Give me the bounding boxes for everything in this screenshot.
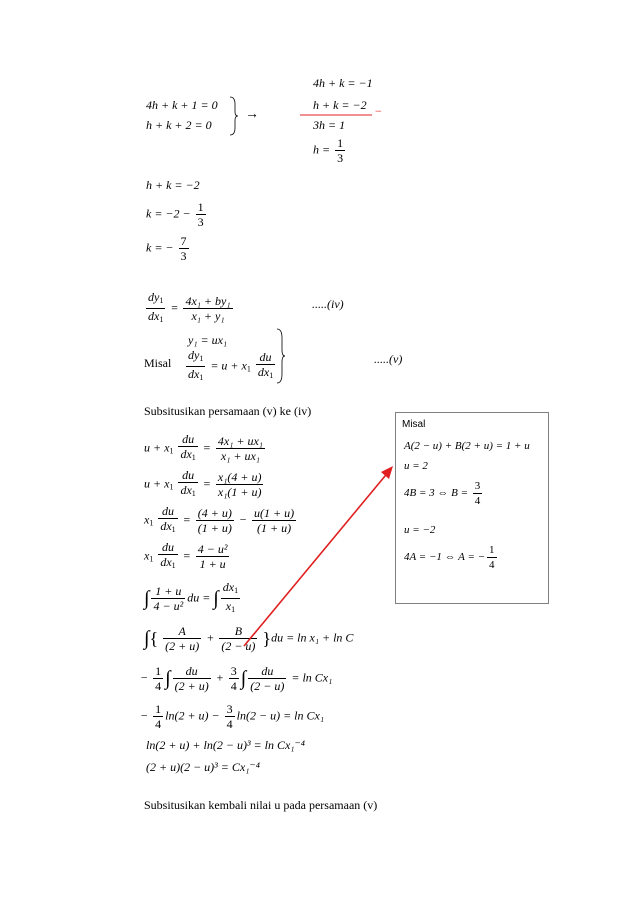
deriv-line-3: $x_1$ $\frac{du}{dx_1}$ = $\frac{(4 + u)}{(1 + u)}$ − $\frac{u(1 + u)}{(1 + u)}$ — [144, 504, 295, 535]
subst-text-2: Subsitusikan kembali nilai u pada persamaan (v) — [144, 798, 378, 812]
subst-text-1: Subsitusikan persamaan (v) ke (iv) — [144, 404, 312, 418]
misal-label: Misal — [144, 356, 172, 370]
eq-3h: 3h = 1 — [313, 118, 346, 132]
h-fraction: $\frac{1}{3}$ — [337, 136, 344, 165]
k1-fraction: $\frac{1}{3}$ — [197, 200, 204, 229]
h-lhs: h = — [313, 142, 334, 157]
eq-4hk1: 4h + k + 1 = 0 — [146, 98, 218, 112]
eq-4hk-neg1: 4h + k = −1 — [313, 76, 373, 90]
deriv-line-7: − $\frac{1}{4}$ ∫ $\frac{du}{(2 + u)}$ + $\frac{3}{4}$ ∫ $\frac{du}{(2 - u)}$ = ln Cx₁ — [140, 664, 333, 693]
subtract-line — [300, 114, 372, 117]
right-brace-2 — [276, 328, 286, 384]
eq-hk-neg2: h + k = −2 — [313, 98, 367, 112]
eq-iv-rhs: $\frac{\text{4x₁ + by₁}}{\text{x₁ + y₁}}$ — [185, 294, 231, 323]
eq-hk2: h + k + 2 = 0 — [146, 118, 212, 132]
deriv-line-1: $u + x_1$ $\frac{du}{dx_1}$ = $\frac{\text{4x₁ + ux₁}}{\text{x₁ + ux₁}}$ — [144, 432, 263, 463]
eq-k2: k = − $\frac{7}{3}$ — [146, 234, 187, 263]
misal-box-line-4: u = −2 — [404, 524, 436, 536]
deriv-line-8: − $\frac{1}{4}$ ln(2 + u) − $\frac{3}{4}$ ln(2 − u) = ln Cx₁ — [140, 702, 324, 731]
eq-hk-neg2-b: h + k = −2 — [146, 178, 200, 192]
deriv-line-9: ln(2 + u) + ln(2 − u)³ = ln Cx₁⁻⁴ — [146, 738, 305, 752]
tag-v: .....(v) — [374, 352, 403, 366]
deriv-line-5: ∫ $\frac{1 + u}{\text{4 − u²}}$ du = ∫ $\frac{dx_1}{x_1}$ — [144, 580, 239, 614]
misal-box-line-3: 4B = 3 ⇔ B = $\frac{3}{4}$ — [404, 480, 481, 507]
misal-box — [395, 412, 549, 604]
misal-y1: y₁ = ux₁ — [188, 333, 228, 347]
deriv-line-2: $u + x_1$ $\frac{du}{dx_1}$ = $\frac{\text{x₁(4 + u)}}{\text{x₁(1 + u)}}$ — [144, 468, 262, 499]
eq-iv: $\frac{dy_1}{dx_1}$ = $\frac{\text{4x₁ + by₁}}{\text{x₁ + y₁}}$ — [148, 290, 231, 324]
misal-box-line-1: A(2 − u) + B(2 + u) = 1 + u — [404, 440, 530, 452]
misal-dydx: $\frac{dy_1}{dx_1}$ = $u + x_1$ $\frac{du}{dx_1}$ — [188, 348, 274, 382]
eq-k1: k = −2 − $\frac{1}{3}$ — [146, 200, 204, 229]
subtract-sign: − — [375, 104, 382, 118]
misal-box-line-2: u = 2 — [404, 460, 428, 472]
arrow-right-icon: → — [245, 107, 259, 122]
deriv-line-10: (2 + u)(2 − u)³ = Cx₁⁻⁴ — [146, 760, 260, 774]
deriv-line-6: ∫{ $\frac{A}{(2 + u)}$ + $\frac{B}{(2 - u)}$ }du = ln x₁ + ln C — [144, 624, 354, 653]
deriv-line-4: $x_1$ $\frac{du}{dx_1}$ = $\frac{\text{4 − u²}}{1 + u}$ — [144, 540, 228, 571]
eq-h-value — [313, 136, 347, 165]
misal-box-title: Misal — [402, 419, 426, 430]
tag-iv: .....(iv) — [312, 297, 344, 311]
right-brace-1 — [229, 96, 239, 136]
k2-fraction: $\frac{7}{3}$ — [180, 234, 187, 263]
misal-box-line-5: 4A = −1 ⇔ A = − $\frac{1}{4}$ — [404, 544, 495, 571]
red-arrow — [240, 460, 400, 650]
